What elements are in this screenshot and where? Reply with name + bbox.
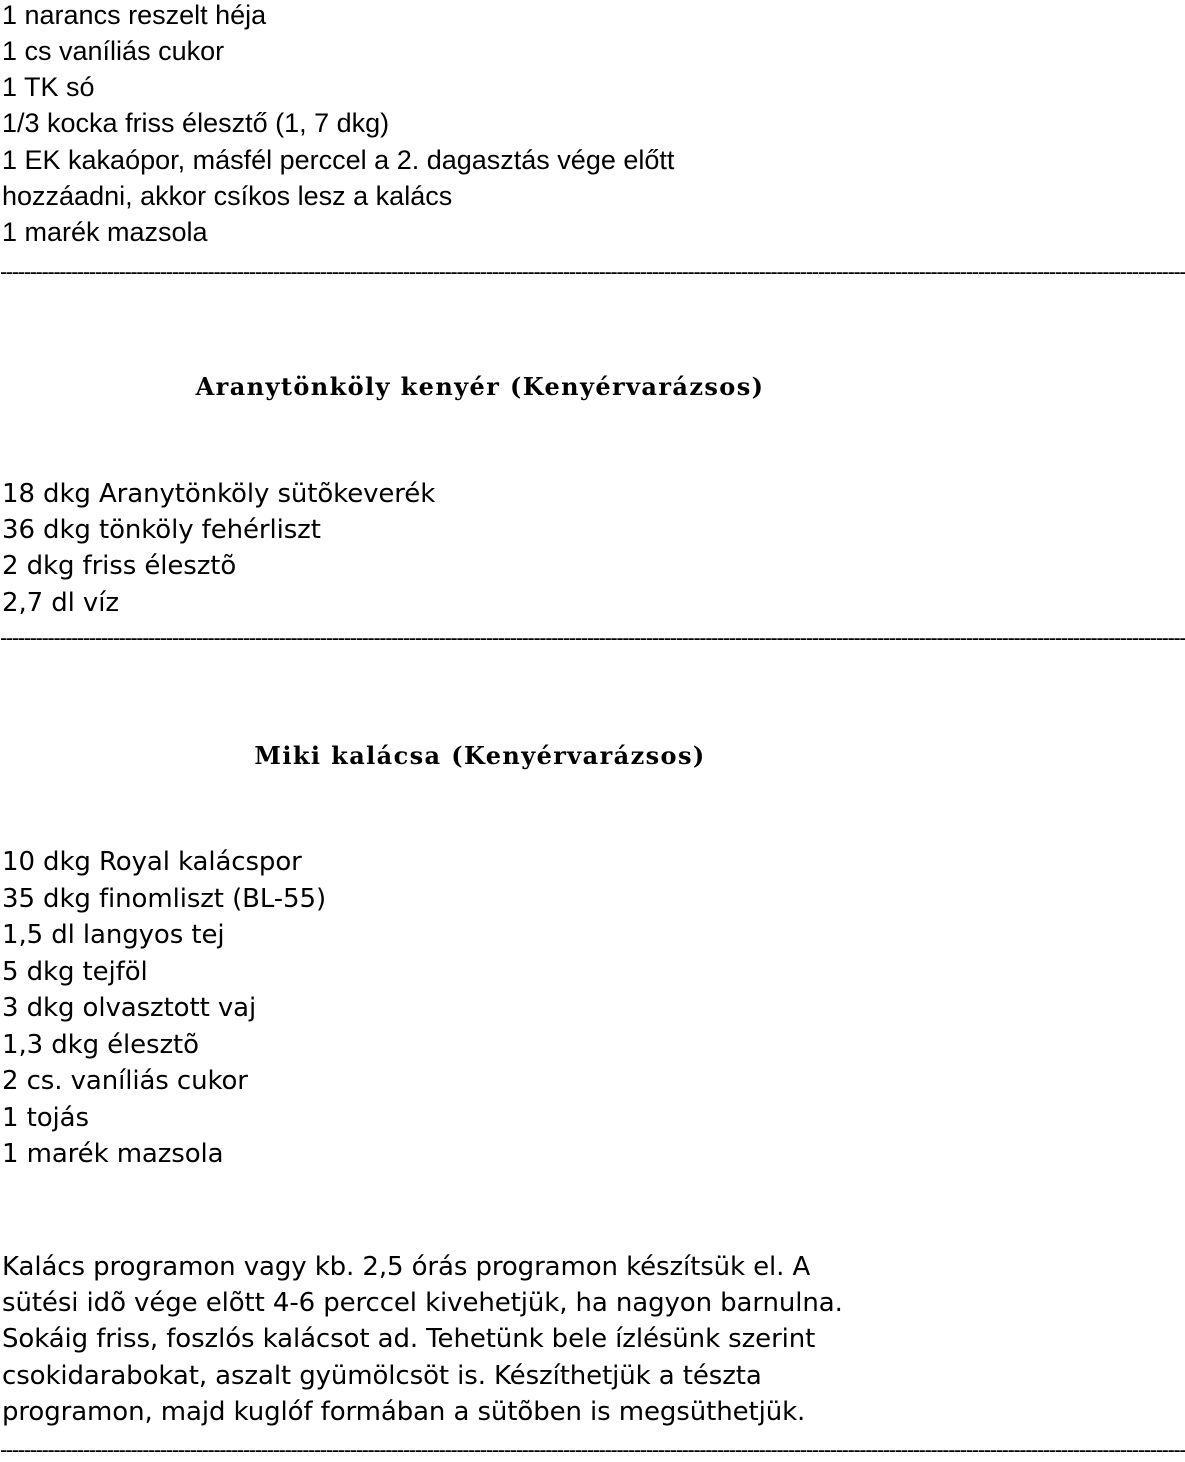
list-item: 1 narancs reszelt héja [2, 0, 267, 30]
list-item: 10 dkg Royal kalácspor [2, 847, 302, 877]
instruction-line: sütési idõ vége elõtt 4-6 perccel kivehetjük, ha nagyon barnulna. [2, 1288, 843, 1318]
list-item: 35 dkg finomliszt (BL-55) [2, 884, 326, 914]
separator-line: -------------------------------------------------------------------------------------------------------------------------------------------------------------------------------------------------------- [0, 625, 1185, 650]
separator-line: -------------------------------------------------------------------------------------------------------------------------------------------------------------------------------------------------------- [0, 1437, 1185, 1462]
list-item: 2,7 dl víz [2, 588, 119, 618]
instruction-line: Kalács programon vagy kb. 2,5 órás programon készítsük el. A [2, 1252, 811, 1282]
list-item: 1 marék mazsola [2, 217, 208, 247]
instruction-line: programon, majd kuglóf formában a sütõben is megsüthetjük. [2, 1397, 806, 1427]
list-item: 1 tojás [2, 1103, 89, 1133]
list-item: 1 cs vaníliás cukor [2, 36, 225, 66]
separator-line: -------------------------------------------------------------------------------------------------------------------------------------------------------------------------------------------------------- [0, 259, 1185, 284]
list-item: 3 dkg olvasztott vaj [2, 993, 257, 1023]
list-item: 18 dkg Aranytönköly sütõkeverék [2, 479, 436, 509]
list-item: 1 EK kakaópor, másfél perccel a 2. dagasztás vége előtt [2, 145, 675, 175]
list-item: 2 cs. vaníliás cukor [2, 1066, 248, 1096]
instruction-line: Sokáig friss, foszlós kalácsot ad. Tehetünk bele ízlésünk szerint [2, 1324, 816, 1354]
list-item: 2 dkg friss élesztõ [2, 551, 237, 581]
recipe-title: Miki kalácsa (Kenyérvarázsos) [254, 741, 706, 770]
instruction-line: csokidarabokat, aszalt gyümölcsöt is. Készíthetjük a tészta [2, 1361, 762, 1391]
list-item: 1 TK só [2, 72, 95, 102]
list-item: 1,5 dl langyos tej [2, 920, 225, 950]
list-item: 1 marék mazsola [2, 1139, 224, 1169]
list-item: 5 dkg tejföl [2, 957, 148, 987]
list-item: 1/3 kocka friss élesztő (1, 7 dkg) [2, 108, 390, 138]
list-item: 1,3 dkg élesztõ [2, 1030, 199, 1060]
recipe-title: Aranytönköly kenyér (Kenyérvarázsos) [195, 372, 765, 401]
list-item: 36 dkg tönköly fehérliszt [2, 515, 321, 545]
list-item: hozzáadni, akkor csíkos lesz a kalács [2, 181, 453, 211]
